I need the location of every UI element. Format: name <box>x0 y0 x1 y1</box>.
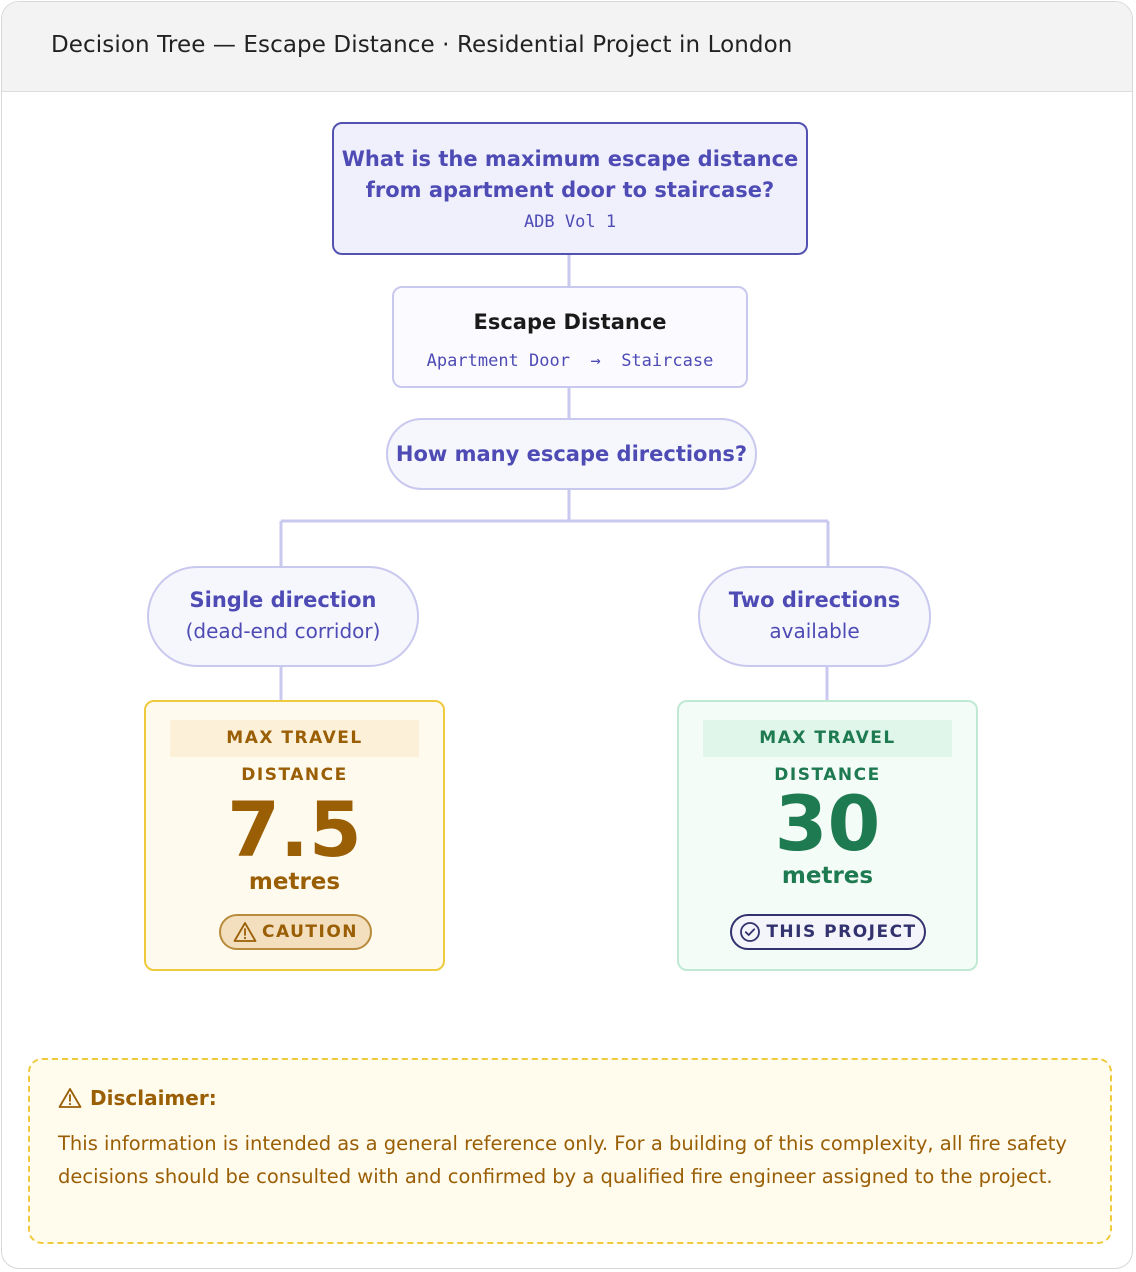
escape-distance-node <box>392 286 748 388</box>
disclaimer-heading <box>58 1086 217 1110</box>
main-question-reference: ADB Vol 1 <box>523 212 617 232</box>
diagram-card <box>1 1 1133 1269</box>
warning-icon <box>233 921 257 943</box>
option-title: Two directions <box>728 588 901 612</box>
disclaimer-title: Disclaimer: <box>90 1086 217 1110</box>
option-two-directions <box>698 566 931 667</box>
result-unit: metres <box>248 869 341 895</box>
option-subtitle: (dead-end corridor) <box>185 619 381 643</box>
disclaimer-text: This information is intended as a general reference only. For a building of this complexity, all fire safety decisions should be consulted with and confirmed by a qualified fire engineer assigned to the project. <box>58 1132 1067 1188</box>
result-value: 30 <box>774 779 881 868</box>
page-title: Decision Tree — Escape Distance · Residential Project in London <box>51 32 793 58</box>
result-single-direction <box>144 700 445 971</box>
arrow-icon: → <box>590 351 601 371</box>
result-label: MAX TRAVEL DISTANCE <box>703 720 952 757</box>
option-single-direction <box>147 566 419 667</box>
main-question-text: What is the maximum escape distance from apartment door to staircase? <box>341 147 799 202</box>
main-question-node <box>332 122 808 255</box>
warning-icon <box>58 1087 82 1109</box>
badge-label: CAUTION <box>261 922 358 942</box>
result-unit: metres <box>781 863 874 889</box>
badge-label: THIS PROJECT <box>766 922 917 942</box>
path-from: Apartment Door <box>426 351 570 371</box>
path-to: Staircase <box>621 351 714 371</box>
result-value: 7.5 <box>227 785 362 874</box>
disclaimer-box <box>28 1058 1112 1244</box>
directions-question-node <box>386 418 757 490</box>
caution-badge <box>219 914 372 950</box>
option-subtitle: available <box>769 619 860 643</box>
escape-distance-title: Escape Distance <box>473 310 667 334</box>
result-label: MAX TRAVEL DISTANCE <box>170 720 419 757</box>
option-title: Single direction <box>189 588 377 612</box>
escape-distance-path <box>394 351 746 371</box>
result-two-directions <box>677 700 978 971</box>
directions-question-text: How many escape directions? <box>395 442 748 466</box>
check-circle-icon <box>739 921 761 943</box>
this-project-badge <box>730 914 926 950</box>
